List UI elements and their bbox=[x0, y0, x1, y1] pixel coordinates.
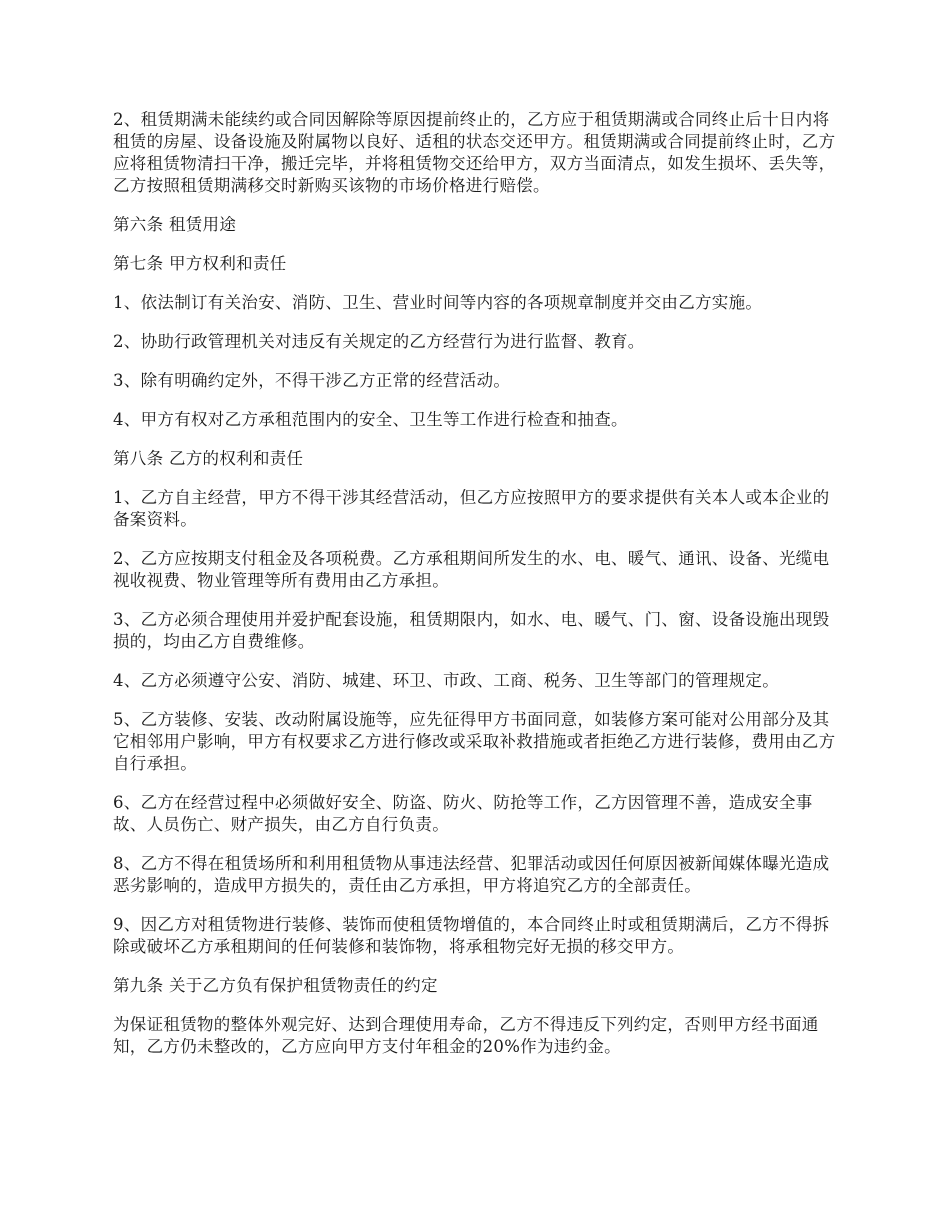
article-8-item-9: 9、因乙方对租赁物进行装修、装饰而使租赁物增值的，本合同终止时或租赁期满后，乙方不得拆除或破坏乙方承租期间的任何装修和装饰物，将承租物完好无损的移交甲方。 bbox=[113, 915, 830, 956]
article-7-item-1: 1、依法制订有关治安、消防、卫生、营业时间等内容的各项规章制度并交由乙方实施。 bbox=[113, 293, 763, 312]
document-body bbox=[113, 109, 843, 1075]
article-8-item-3: 3、乙方必须合理使用并爱护配套设施，租赁期限内，如水、电、暖气、门、窗、设备设施出现毁损的，均由乙方自费维修。 bbox=[113, 610, 830, 651]
article-8-item-4: 4、乙方必须遵守公安、消防、城建、环卫、市政、工商、税务、卫生等部门的管理规定。 bbox=[113, 671, 779, 690]
article-7-item-2: 2、协助行政管理机关对违反有关规定的乙方经营行为进行监督、教育。 bbox=[113, 332, 645, 351]
article-7-heading: 第七条 甲方权利和责任 bbox=[113, 254, 287, 273]
article-9-intro: 为保证租赁物的整体外观完好、达到合理使用寿命，乙方不得违反下列约定，否则甲方经书面通知，乙方仍未整改的，乙方应向甲方支付年租金的20%作为违约金。 bbox=[113, 1015, 819, 1056]
article-8-item-5: 5、乙方装修、安装、改动附属设施等，应先征得甲方书面同意，如装修方案可能对公用部分及其它相邻用户影响，甲方有权要求乙方进行修改或采取补救措施或者拒绝乙方进行装修，费用由乙方自行承担。 bbox=[113, 710, 836, 773]
article-9-heading: 第九条 关于乙方负有保护租赁物责任的约定 bbox=[113, 976, 438, 995]
article-8-item-2: 2、乙方应按期支付租金及各项税费。乙方承租期间所发生的水、电、暖气、通讯、设备、光缆电视收视费、物业管理等所有费用由乙方承担。 bbox=[113, 549, 830, 590]
article-6-heading: 第六条 租赁用途 bbox=[113, 215, 237, 234]
article-8-heading: 第八条 乙方的权利和责任 bbox=[113, 449, 304, 468]
article-8-item-6: 6、乙方在经营过程中必须做好安全、防盗、防火、防抢等工作，乙方因管理不善，造成安全事故、人员伤亡、财产损失，由乙方自行负责。 bbox=[113, 793, 813, 834]
clause-5-item-2: 2、租赁期满未能续约或合同因解除等原因提前终止的，乙方应于租赁期满或合同终止后十日内将租赁的房屋、设备设施及附属物以良好、适租的状态交还甲方。租赁期满或合同提前终止时，乙方应将租赁物清扫干净，搬迁完毕，并将租赁物交还给甲方，双方当面清点，如发生损坏、丢失等，乙方按照租赁期满移交时新购买该物的市场价格进行赔偿。 bbox=[113, 110, 836, 195]
article-7-item-4: 4、甲方有权对乙方承租范围内的安全、卫生等工作进行检查和抽查。 bbox=[113, 410, 628, 429]
article-8-item-8: 8、乙方不得在租赁场所和利用租赁物从事违法经营、犯罪活动或因任何原因被新闻媒体曝光造成恶劣影响的，造成甲方损失的，责任由乙方承担，甲方将追究乙方的全部责任。 bbox=[113, 854, 830, 895]
article-8-item-1: 1、乙方自主经营，甲方不得干涉其经营活动，但乙方应按照甲方的要求提供有关本人或本企业的备案资料。 bbox=[113, 488, 830, 529]
article-7-item-3: 3、除有明确约定外，不得干涉乙方正常的经营活动。 bbox=[113, 371, 511, 390]
